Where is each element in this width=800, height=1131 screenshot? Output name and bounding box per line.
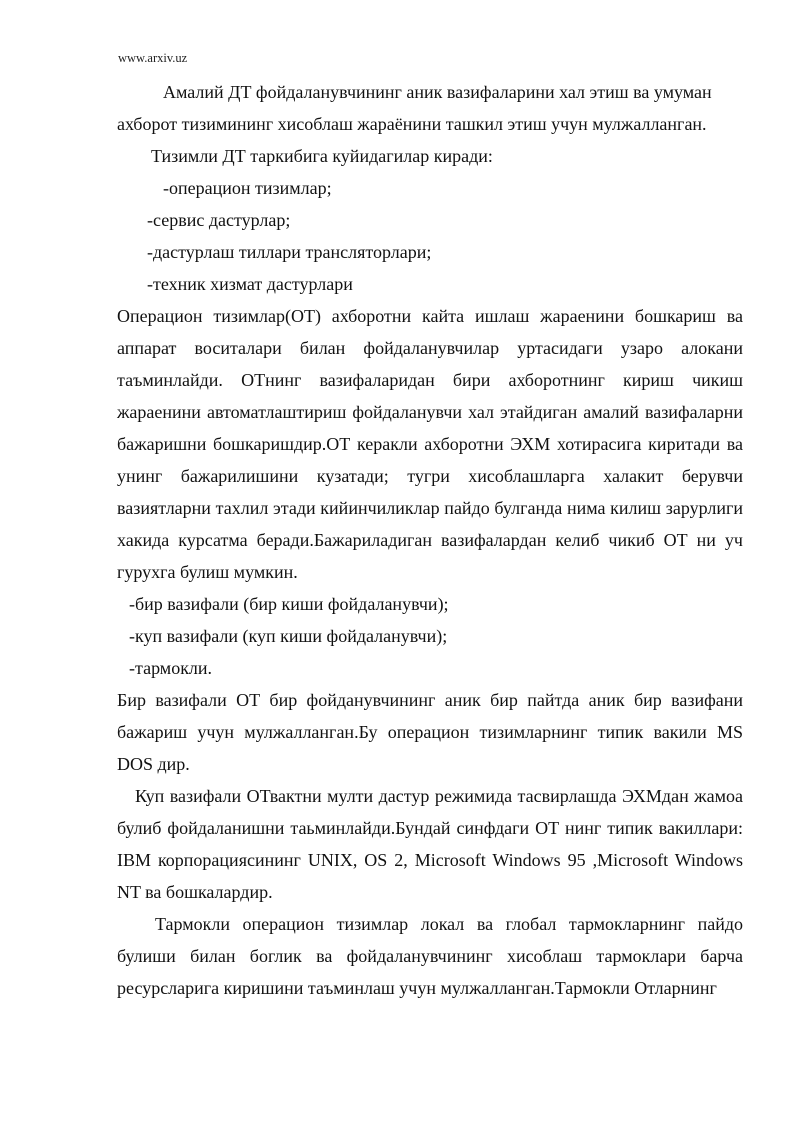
paragraph-1-line-2: ахборот тизимининг хисоблаш жараёнини ташкил этиш учун мулжалланган.	[117, 114, 707, 134]
list-item: -дастурлаш тиллари трансляторлари;	[147, 242, 432, 262]
paragraph-4: Бир вазифали ОТ бир фойданувчининг аник бир пайтда аник бир вазифани бажариш учун мулжалланган.Бу операцион тизимларнинг типик вакили MS DOS дир.	[117, 690, 743, 774]
list-item: -техник хизмат дастурлари	[147, 274, 353, 294]
paragraph-6: Тармокли операцион тизимлар локал ва глобал тармокларнинг пайдо булиши билан боглик ва фойдаланувчининг хисоблаш тармоклари барча ресурсларига киришини таъминлаш учун мулжалланган.Тармокли Отларнинг	[117, 914, 743, 998]
list-item: -бир вазифали (бир киши фойдаланувчи);	[129, 594, 449, 614]
document-body	[117, 76, 743, 1004]
paragraph-2-intro: Тизимли ДТ таркибига куйидагилар киради:	[151, 146, 493, 166]
list-item: -тармокли.	[129, 658, 213, 678]
list-item: -сервис дастурлар;	[147, 210, 291, 230]
list-item: -операцион тизимлар;	[163, 178, 332, 198]
paragraph-1-line-1: Амалий ДТ фойдаланувчининг аник вазифаларини хал этиш ва умуман	[163, 82, 712, 102]
list-item: -куп вазифали (куп киши фойдаланувчи);	[129, 626, 448, 646]
site-header[interactable]: www.arxiv.uz	[118, 51, 188, 65]
paragraph-3: Операцион тизимлар(ОТ) ахборотни кайта ишлаш жараенини бошкариш ва аппарат воситалари билан фойдаланувчилар уртасидаги узаро алокани таъминлайди. ОТнинг вазифаларидан бири ахборотнинг кириш чикиш жараенини автоматлаштириш фойдаланувчи хал этайдиган амалий вазифаларни бажаришни бошкаришдир.ОТ керакли ахборотни ЭХМ хотирасига киритади ва унинг бажарилишини кузатади; тугри хисоблашларга халакит берувчи вазиятларни тахлил этади кийинчиликлар пайдо булганда нима килиш зарурлиги хакида курсатма беради.Бажариладиган вазифалардан келиб чикиб ОТ ни уч гурухга булиш мумкин.	[117, 306, 743, 582]
paragraph-5: Куп вазифали ОТвактни мулти дастур режимида тасвирлашда ЭХМдан жамоа булиб фойдаланишни таьминлайди.Бундай синфдаги ОТ нинг типик вакиллари: IBM корпорациясининг UNIX, OS 2, Microsoft Windows 95 ,Microsoft Windows NT ва бошкалардир.	[117, 786, 743, 902]
